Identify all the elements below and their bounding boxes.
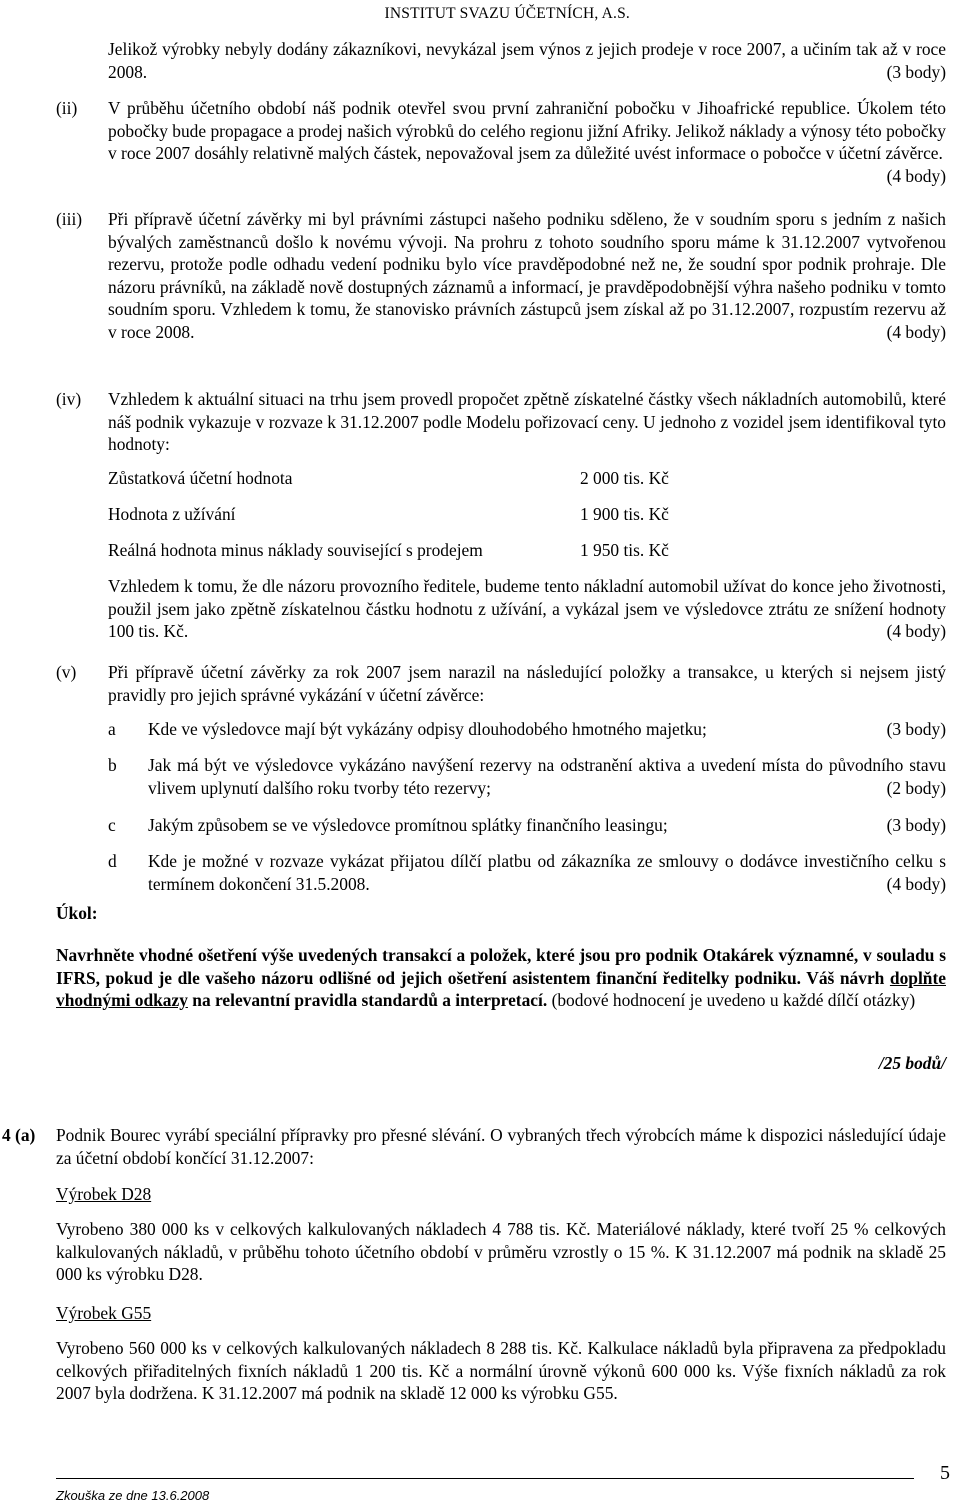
sub-item-body bbox=[148, 754, 946, 799]
value-label: Zůstatková účetní hodnota bbox=[108, 468, 293, 488]
task-bold-1: Navrhněte vhodné ošetření výše uvedených transakcí a položek, které jsou pro podnik Otakárek významné, v souladu s IFRS, pokud je dle vašeho názoru odlišné od jejich ošetření asistentem finanční ředitelky podniku. Váš návrh bbox=[56, 945, 946, 988]
sub-item-letter: d bbox=[108, 851, 117, 871]
task-text bbox=[56, 944, 946, 1012]
item-iii-points: (4 body) bbox=[886, 321, 946, 342]
item-ii bbox=[108, 97, 946, 187]
question-intro: Podnik Bourec vyrábí speciální přípravky pro přesné slévání. O vybraných třech výrobcích máme k dispozici následující údaje za účetní období končící 31.12.2007: bbox=[56, 1125, 946, 1168]
item-v-number: (v) bbox=[56, 662, 77, 682]
sub-item-body bbox=[148, 718, 946, 741]
question-number: 4 (a) bbox=[2, 1125, 36, 1145]
value-amount: 1 950 tis. Kč bbox=[580, 540, 669, 560]
product-d28-title: Výrobek D28 bbox=[56, 1184, 152, 1204]
sub-item-letter: b bbox=[108, 755, 117, 775]
sub-item-letter: a bbox=[108, 719, 116, 739]
value-label: Hodnota z užívání bbox=[108, 504, 236, 524]
product-d28-text: Vyrobeno 380 000 ks v celkových kalkulovaných nákladech 4 788 tis. Kč. Materiálové náklady, které tvoří 25 % celkových kalkulovaných nákladů, v průběhu tohoto účetního období v průměru vzrostly o 15 %. K 31.12.2007 má podnik na skladě 25 000 ks výrobku D28. bbox=[56, 1219, 946, 1284]
value-amount: 1 900 tis. Kč bbox=[580, 504, 669, 524]
task-label: Úkol: bbox=[56, 903, 98, 923]
sub-item-text: Kde ve výsledovce mají být vykázány odpisy dlouhodobého hmotného majetku; bbox=[148, 719, 707, 739]
sub-item-letter: c bbox=[108, 815, 116, 835]
sub-item-text: Kde je možné v rozvaze vykázat přijatou dílčí platbu od zákazníka ze smlouvy o dodávce investičního celku s termínem dokončení 31.5.2008. bbox=[148, 851, 946, 894]
task-total-points: /25 bodů/ bbox=[878, 1053, 946, 1073]
item-iv-text: Vzhledem k aktuální situaci na trhu jsem provedl propočet zpětně získatelné částky všech nákladních automobilů, které náš podnik vykazuje v rozvaze k 31.12.2007 podle Modelu pořizovací ceny. U jednoho z vozidel jsem identifikoval tyto hodnoty: bbox=[108, 389, 946, 454]
item-i-text: Jelikož výrobky nebyly dodány zákazníkovi, nevykázal jsem výnos z jejich prodeje v roce 2007, a učiním tak až v roce 2008. bbox=[108, 39, 946, 82]
task-normal: (bodové hodnocení je uvedeno u každé dílčí otázky) bbox=[551, 990, 916, 1010]
values-row bbox=[108, 467, 669, 503]
sub-item-points: (3 body) bbox=[886, 815, 946, 835]
item-ii-number: (ii) bbox=[56, 98, 78, 118]
item-iii-text: Při přípravě účetní závěrky mi byl právními zástupci našeho podniku sděleno, že v soudním sporu s jedním z našich bývalých zaměstnanců došlo k novému vývoji. Na prohru z tohoto soudního sporu máme k 31.12.2007 vytvořenou rezervu, protože podle odhadu vedení podniku bylo více pravděpodobné než ne, že soudní spor podnik prohraje. Dle názoru právníků, na základě nově dostupných záznamů a informací, je pravděpodobnější výhra našeho podniku v tomto soudním sporu. Vzhledem k tomu, že stanovisko právních zástupců jsem získal až po 31.12.2007, rozpustím rezervu až v roce 2008. bbox=[108, 209, 946, 342]
sub-item-body bbox=[148, 850, 946, 895]
task-bold-underlined: doplňte vhodnými odkazy bbox=[56, 967, 946, 1010]
footer-divider bbox=[56, 1478, 914, 1479]
item-iv-number: (iv) bbox=[56, 389, 82, 409]
page-header: INSTITUT SVAZU ÚČETNÍCH, A.S. bbox=[384, 5, 630, 22]
sub-item-points: (2 body) bbox=[886, 777, 946, 798]
item-iii bbox=[108, 208, 946, 343]
values-table bbox=[108, 467, 669, 575]
values-row bbox=[108, 539, 669, 575]
item-v-text: Při přípravě účetní závěrky za rok 2007 jsem narazil na následující položky a transakce, u kterých si nejsem jistý pravidly pro jejich správné vykázání v účetní závěrce: bbox=[108, 662, 946, 705]
item-iv-conclusion bbox=[108, 575, 946, 643]
values-row bbox=[108, 503, 669, 539]
sub-item-points: (4 body) bbox=[886, 873, 946, 894]
sub-item-points: (3 body) bbox=[886, 719, 946, 739]
sub-item-text: Jak má být ve výsledovce vykázáno navýšení rezervy na odstranění aktiva a uvedení místa do původního stavu vlivem uplynutí dalšího roku tvorby této rezervy; bbox=[148, 755, 946, 798]
item-iv-points: (4 body) bbox=[886, 621, 946, 641]
item-ii-points: (4 body) bbox=[886, 165, 946, 186]
sub-item-body bbox=[148, 814, 946, 837]
sub-item-text: Jakým způsobem se ve výsledovce promítnou splátky finančního leasingu; bbox=[148, 815, 668, 835]
product-g55-title: Výrobek G55 bbox=[56, 1303, 152, 1323]
product-g55-text: Vyrobeno 560 000 ks v celkových kalkulovaných nákladech 8 288 tis. Kč. Kalkulace nákladů byla připravena za předpokladu celkových přiřaditelných fixních nákladů 1 200 tis. Kč a normální úrovně výkonů 600 000 ks. Výše fixních nákladů za rok 2007 byla dodržena. K 31.12.2007 má podnik na skladě 12 000 ks výrobku G55. bbox=[56, 1338, 946, 1403]
item-iii-number: (iii) bbox=[56, 209, 83, 229]
value-amount: 2 000 tis. Kč bbox=[580, 468, 669, 488]
item-i-points: (3 body) bbox=[886, 61, 946, 82]
task-bold-2: na relevantní pravidla standardů a interpretací. bbox=[192, 990, 548, 1010]
item-ii-text: V průběhu účetního období náš podnik otevřel svou první zahraniční pobočku v Jihoafrické republice. Úkolem této pobočky bude propagace a prodej našich výrobků do celého regionu jižní Afriky. Jelikož náklady a výnosy této pobočky v roce 2007 dosáhly relativně malých částek, nepovažoval jsem za důležité uvést informace o pobočce v účetní závěrce. bbox=[108, 98, 946, 163]
item-iv-text2: Vzhledem k tomu, že dle názoru provozního ředitele, budeme tento nákladní automobil užívat do konce jeho životnosti, použil jsem jako zpětně získatelnou částku hodnotu z užívání, a vykázal jsem ve výsledovce ztrátu ze snížení hodnoty 100 tis. Kč. bbox=[108, 576, 946, 641]
footer-exam-date: Zkouška ze dne 13.6.2008 bbox=[56, 1488, 210, 1503]
item-i-continuation bbox=[108, 38, 946, 83]
page-number: 5 bbox=[940, 1462, 950, 1484]
value-label: Reálná hodnota minus náklady související s prodejem bbox=[108, 540, 483, 560]
